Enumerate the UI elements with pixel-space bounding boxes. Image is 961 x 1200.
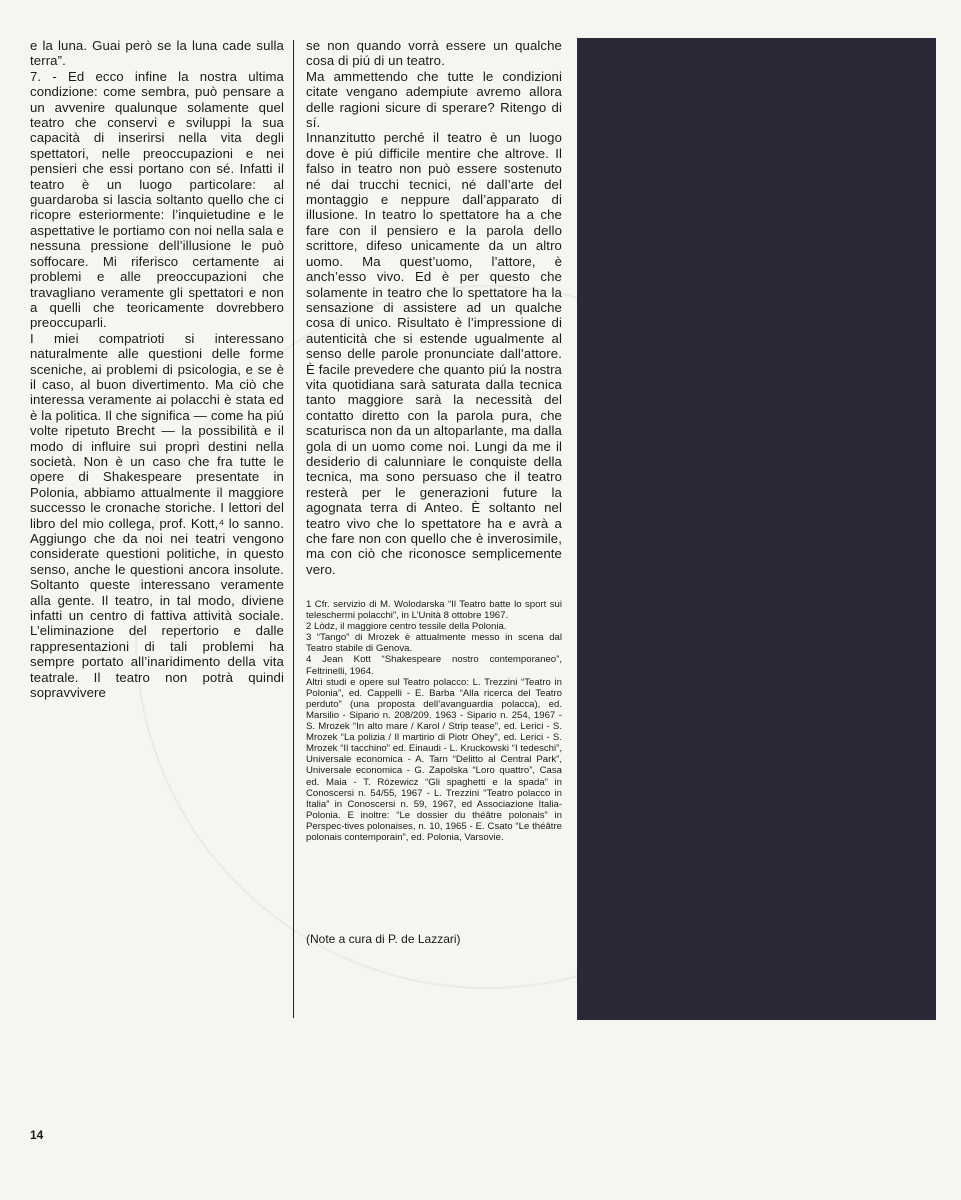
paragraph: I miei compatrioti si interessano naturalmente alle questioni delle forme sceniche, ai problemi di psicologia, e se è il caso, al buon divertimento. Ma ciò che interessa veramente ai polacchi è stata ed è la politica. Il che significa — come ha piú volte ripetuto Brecht — la possibilità e il modo di influire sui propri destini nella società. Non è un caso che fra tutte le opere di Shakespeare presentate in Polonia, abbiamo attualmente il maggiore successo le cronache storiche. I lettori del libro del mio collega, prof. Kott,⁴ lo sanno. Aggiungo che da noi nei teatri vengono considerate questioni politiche, in questo senso, anche le questioni ancora insolute. Soltanto queste interessano veramente alla gente. Il teatro, in tal modo, diviene infatti un centro di fattiva attività sociale. L’eliminazione del repertorio e dalle rappresentazioni di tali problemi ha sempre portato all’inaridimento della vita teatrale. Il teatro non potrà quindi sopravvivere xyxy=(30,330,284,701)
footnote: 2 Lòdz, il maggiore centro tessile della Polonia. xyxy=(306,621,507,633)
notes-credit: (Note a cura di P. de Lazzari) xyxy=(306,932,461,946)
text-column-middle xyxy=(306,38,562,577)
paragraph: Innanzitutto perché il teatro è un luogo dove è piú difficile mentire che altrove. Il falso in teatro non può essere sostenuto né dai trucchi tecnici, né dall’arte del montaggio e neppure dall’apparato di illusione. In teatro lo spettatore ha a che fare con il pensiero e la parola dello scrittore, difeso unicamente da un altro uomo. Ma quest’uomo, l’attore, è anch’esso vivo. Ed è per questo che solamente in teatro che lo spettatore ha la sensazione di assistere ad un qualche cosa di unico. Risultato è l’impressione di autenticità che si estende ugualmente al senso delle parole pronunciate dall’attore. È facile prevedere che quanto piú la nostra vita quotidiana sarà saturata dalla tecnica tanto maggiore sarà la necessità del contatto diretto con la parola pura, che scaturisca non da un altoparlante, ma dalla gola di un uomo come noi. Lungi da me il desiderio di calunniare le conquiste della tecnica, ma sono persuaso che il teatro resterà per le generazioni future la agognata terra di Anteo. È soltanto nel teatro vivo che lo spettatore ha e avrà a che fare non con quello che è inverosimile, ma con ciò che riconosce semplicemente vero. xyxy=(306,130,562,577)
footnote: Altri studi e opere sul Teatro polacco: L. Trezzini “Teatro in Polonia”, ed. Cappelli - E. Barba “Alla ricerca del Teatro perduto” (una proposta dell’avanguardia polacca), ed. Marsilio - Sipario n. 208/209. 1963 - Sipario n. 254, 1967 - S. Mrozek “In alto mare / Karol / Strip tease”, ed. Lerici - S. Mrozek “La polizia / Il martirio di Piotr Ohey”, ed. Lerici - S. Mrozek “Il tacchino” ed. Einaudi - L. Kruckowski “I tedeschi”, Universale economica - A. Tarn “Delitto al Central Park”, Universale economica - G. Zapolska “Loro quattro”, Casa ed. Maia - T. Rózewicz “Gli spaghetti e la spada” in Conoscersi n. 54/55, 1967 - L. Trezzini “Teatro polacco in Italia” in Conoscersi n. 59, 1967, ed Associazione Italia-Polonia. E inoltre: “Le dossier du théâtre polonais” in Perspec-tives polonaises, n. 10, 1965 - E. Csato “Le théâtre polonais contemporain”, ed. Polonia, Varsovie. xyxy=(306,676,562,843)
footnote: 3 “Tango” di Mrozek è attualmente messo in scena dal Teatro stabile di Genova. xyxy=(306,632,562,655)
page-number: 14 xyxy=(30,1128,44,1142)
footnote: 4 Jean Kott “Shakespeare nostro contemporaneo”, Feltrinelli, 1964. xyxy=(306,654,562,677)
dark-image-panel xyxy=(577,38,936,1020)
paragraph: e la luna. Guai però se la luna cade sulla terra”. xyxy=(30,38,284,69)
paragraph: 7. - Ed ecco infine la nostra ultima condizione: come sembra, può pensare a un avvenire qualunque solamente quel teatro che conservi e sviluppi la sua capacità di inserirsi nella vita degli spettatori, nelle preoccupazioni e nei pensieri che essi portano con sé. Infatti il teatro è un luogo particolare: al guardaroba si lascia soltanto quello che ci ricopre esteriormente: l’inquietudine e le aspettative le portiamo con noi nella sala e nessuna pressione dell’illusione le può soffocare. Mi riferisco certamente ai problemi e alle preoccupazioni che travagliano veramente gli spettatori e non a quelli che teoricamente dovrebbero preoccuparli. xyxy=(30,68,284,331)
paragraph: se non quando vorrà essere un qualche cosa di piú di un teatro. xyxy=(306,38,562,69)
column-divider xyxy=(293,40,294,1018)
paragraph: Ma ammettendo che tutte le condizioni citate vengano adempiute avremo allora delle ragioni sicure di sperare? Ritengo di sí. xyxy=(306,68,562,131)
footnotes xyxy=(306,599,562,843)
footnote: 1 Cfr. servizio di M. Wolodarska “Il Teatro batte lo sport sui teleschermi polacchi”, in L’Unità 8 ottobre 1967. xyxy=(306,599,562,622)
text-column-left xyxy=(30,38,284,700)
